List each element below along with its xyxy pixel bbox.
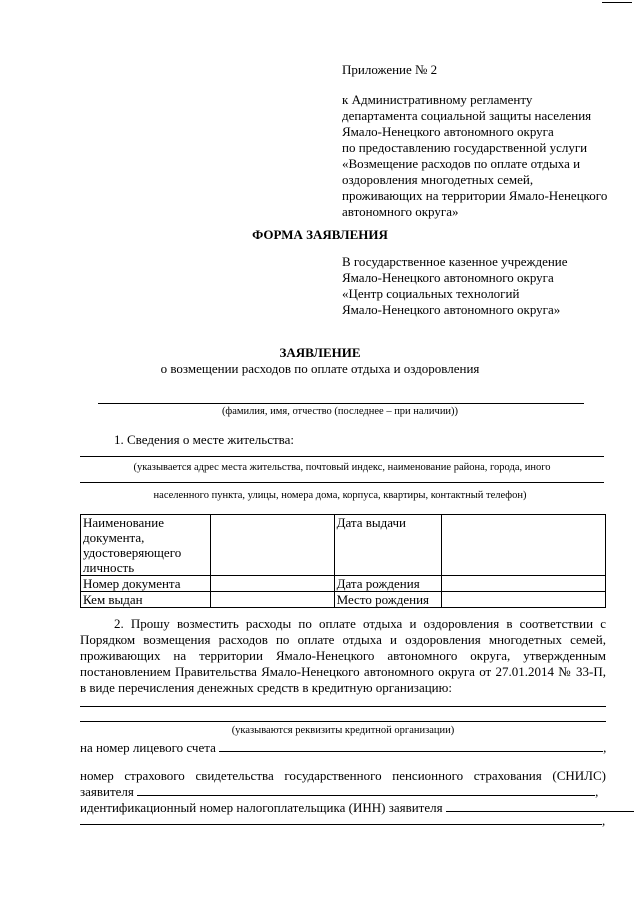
doc-name-value[interactable] bbox=[210, 515, 334, 576]
issued-by-value[interactable] bbox=[210, 592, 334, 608]
addressee-line: Ямало-Ненецкого автономного округа» bbox=[342, 302, 561, 317]
inn-field-2[interactable] bbox=[80, 812, 602, 825]
inn-field[interactable] bbox=[446, 799, 634, 812]
regulation-line: «Возмещение расходов по оплате отдыха и bbox=[342, 156, 581, 171]
regulation-reference bbox=[342, 92, 632, 220]
addressee bbox=[342, 254, 632, 318]
snils-label-2: заявителя bbox=[80, 784, 134, 799]
doc-number-value[interactable] bbox=[210, 576, 334, 592]
regulation-line: по предоставлению государственной услуги bbox=[342, 140, 588, 155]
addressee-line: В государственное казенное учреждение bbox=[342, 254, 568, 269]
address-line-1[interactable] bbox=[80, 456, 604, 457]
snils-label-1: номер страхового свидетельства государственного пенсионного страхования (СНИЛС) bbox=[80, 768, 606, 783]
table-row bbox=[81, 592, 606, 608]
account-comma: , bbox=[603, 740, 607, 755]
addressee-line: Ямало-Ненецкого автономного округа bbox=[342, 270, 554, 285]
account-label: на номер лицевого счета bbox=[80, 740, 216, 755]
name-field-line[interactable] bbox=[98, 403, 584, 404]
snils-row bbox=[80, 783, 610, 800]
section2-text: 2. Прошу возместить расходы по оплате отдыха и оздоровления в соответствии с Порядком возмещения расходов по оплате отдыха и оздоровления многодетных семей, проживающих на территории Ямало-Ненецкого автономного округа, утвержденным постановлением Правительства Ямало-Ненецкого автономного округа от 27.01.2014 № 33-П, в виде перечисления денежных средств в кредитную организацию: bbox=[80, 616, 606, 695]
birth-place-label: Место рождения bbox=[334, 592, 442, 608]
regulation-line: проживающих на территории Ямало-Ненецкого bbox=[342, 188, 608, 203]
identity-document-table bbox=[80, 514, 606, 608]
bank-details-line-1[interactable] bbox=[80, 706, 606, 707]
regulation-line: к Административному регламенту bbox=[342, 92, 533, 107]
account-field[interactable] bbox=[219, 739, 603, 752]
address-caption-1: (указывается адрес места жительства, почтовый индекс, наименование района, города, иного bbox=[133, 462, 551, 473]
doc-name-label: Наименование документа, удостоверяющего личность bbox=[81, 515, 211, 576]
inn-label: идентификационный номер налогоплательщика (ИНН) заявителя bbox=[80, 800, 443, 815]
inn-comma: , bbox=[602, 813, 606, 828]
corner-mark bbox=[602, 2, 632, 3]
bank-caption: (указываются реквизиты кредитной организации) bbox=[231, 725, 455, 736]
issue-date-label: Дата выдачи bbox=[334, 515, 442, 576]
birth-place-value[interactable] bbox=[442, 592, 606, 608]
table-row bbox=[81, 576, 606, 592]
inn-row-2 bbox=[80, 812, 610, 829]
section1-heading: 1. Сведения о месте жительства: bbox=[114, 432, 295, 447]
name-caption: (фамилия, имя, отчество (последнее – при наличии)) bbox=[221, 406, 459, 417]
doc-number-label: Номер документа bbox=[81, 576, 211, 592]
table-row bbox=[81, 515, 606, 576]
regulation-line: Ямало-Ненецкого автономного округа bbox=[342, 124, 554, 139]
birth-date-label: Дата рождения bbox=[334, 576, 442, 592]
regulation-line: департамента социальной защиты населения bbox=[342, 108, 592, 123]
regulation-line: автономного округа» bbox=[342, 204, 459, 219]
addressee-line: «Центр социальных технологий bbox=[342, 286, 520, 301]
application-title: ЗАЯВЛЕНИЕ bbox=[279, 345, 361, 360]
application-subtitle: о возмещении расходов по оплате отдыха и оздоровления bbox=[160, 361, 480, 376]
form-title: ФОРМА ЗАЯВЛЕНИЯ bbox=[252, 227, 388, 242]
bank-details-line-2[interactable] bbox=[80, 721, 606, 722]
address-caption-2: населенного пункта, улицы, номера дома, корпуса, квартиры, контактный телефон) bbox=[153, 490, 527, 501]
birth-date-value[interactable] bbox=[442, 576, 606, 592]
snils-field[interactable] bbox=[137, 783, 595, 796]
issue-date-value[interactable] bbox=[442, 515, 606, 576]
regulation-line: оздоровления многодетных семей, bbox=[342, 172, 534, 187]
issued-by-label: Кем выдан bbox=[81, 592, 211, 608]
account-row bbox=[80, 739, 610, 756]
address-line-2[interactable] bbox=[80, 482, 604, 483]
appendix-number: Приложение № 2 bbox=[342, 62, 438, 77]
snils-comma: , bbox=[595, 784, 599, 799]
